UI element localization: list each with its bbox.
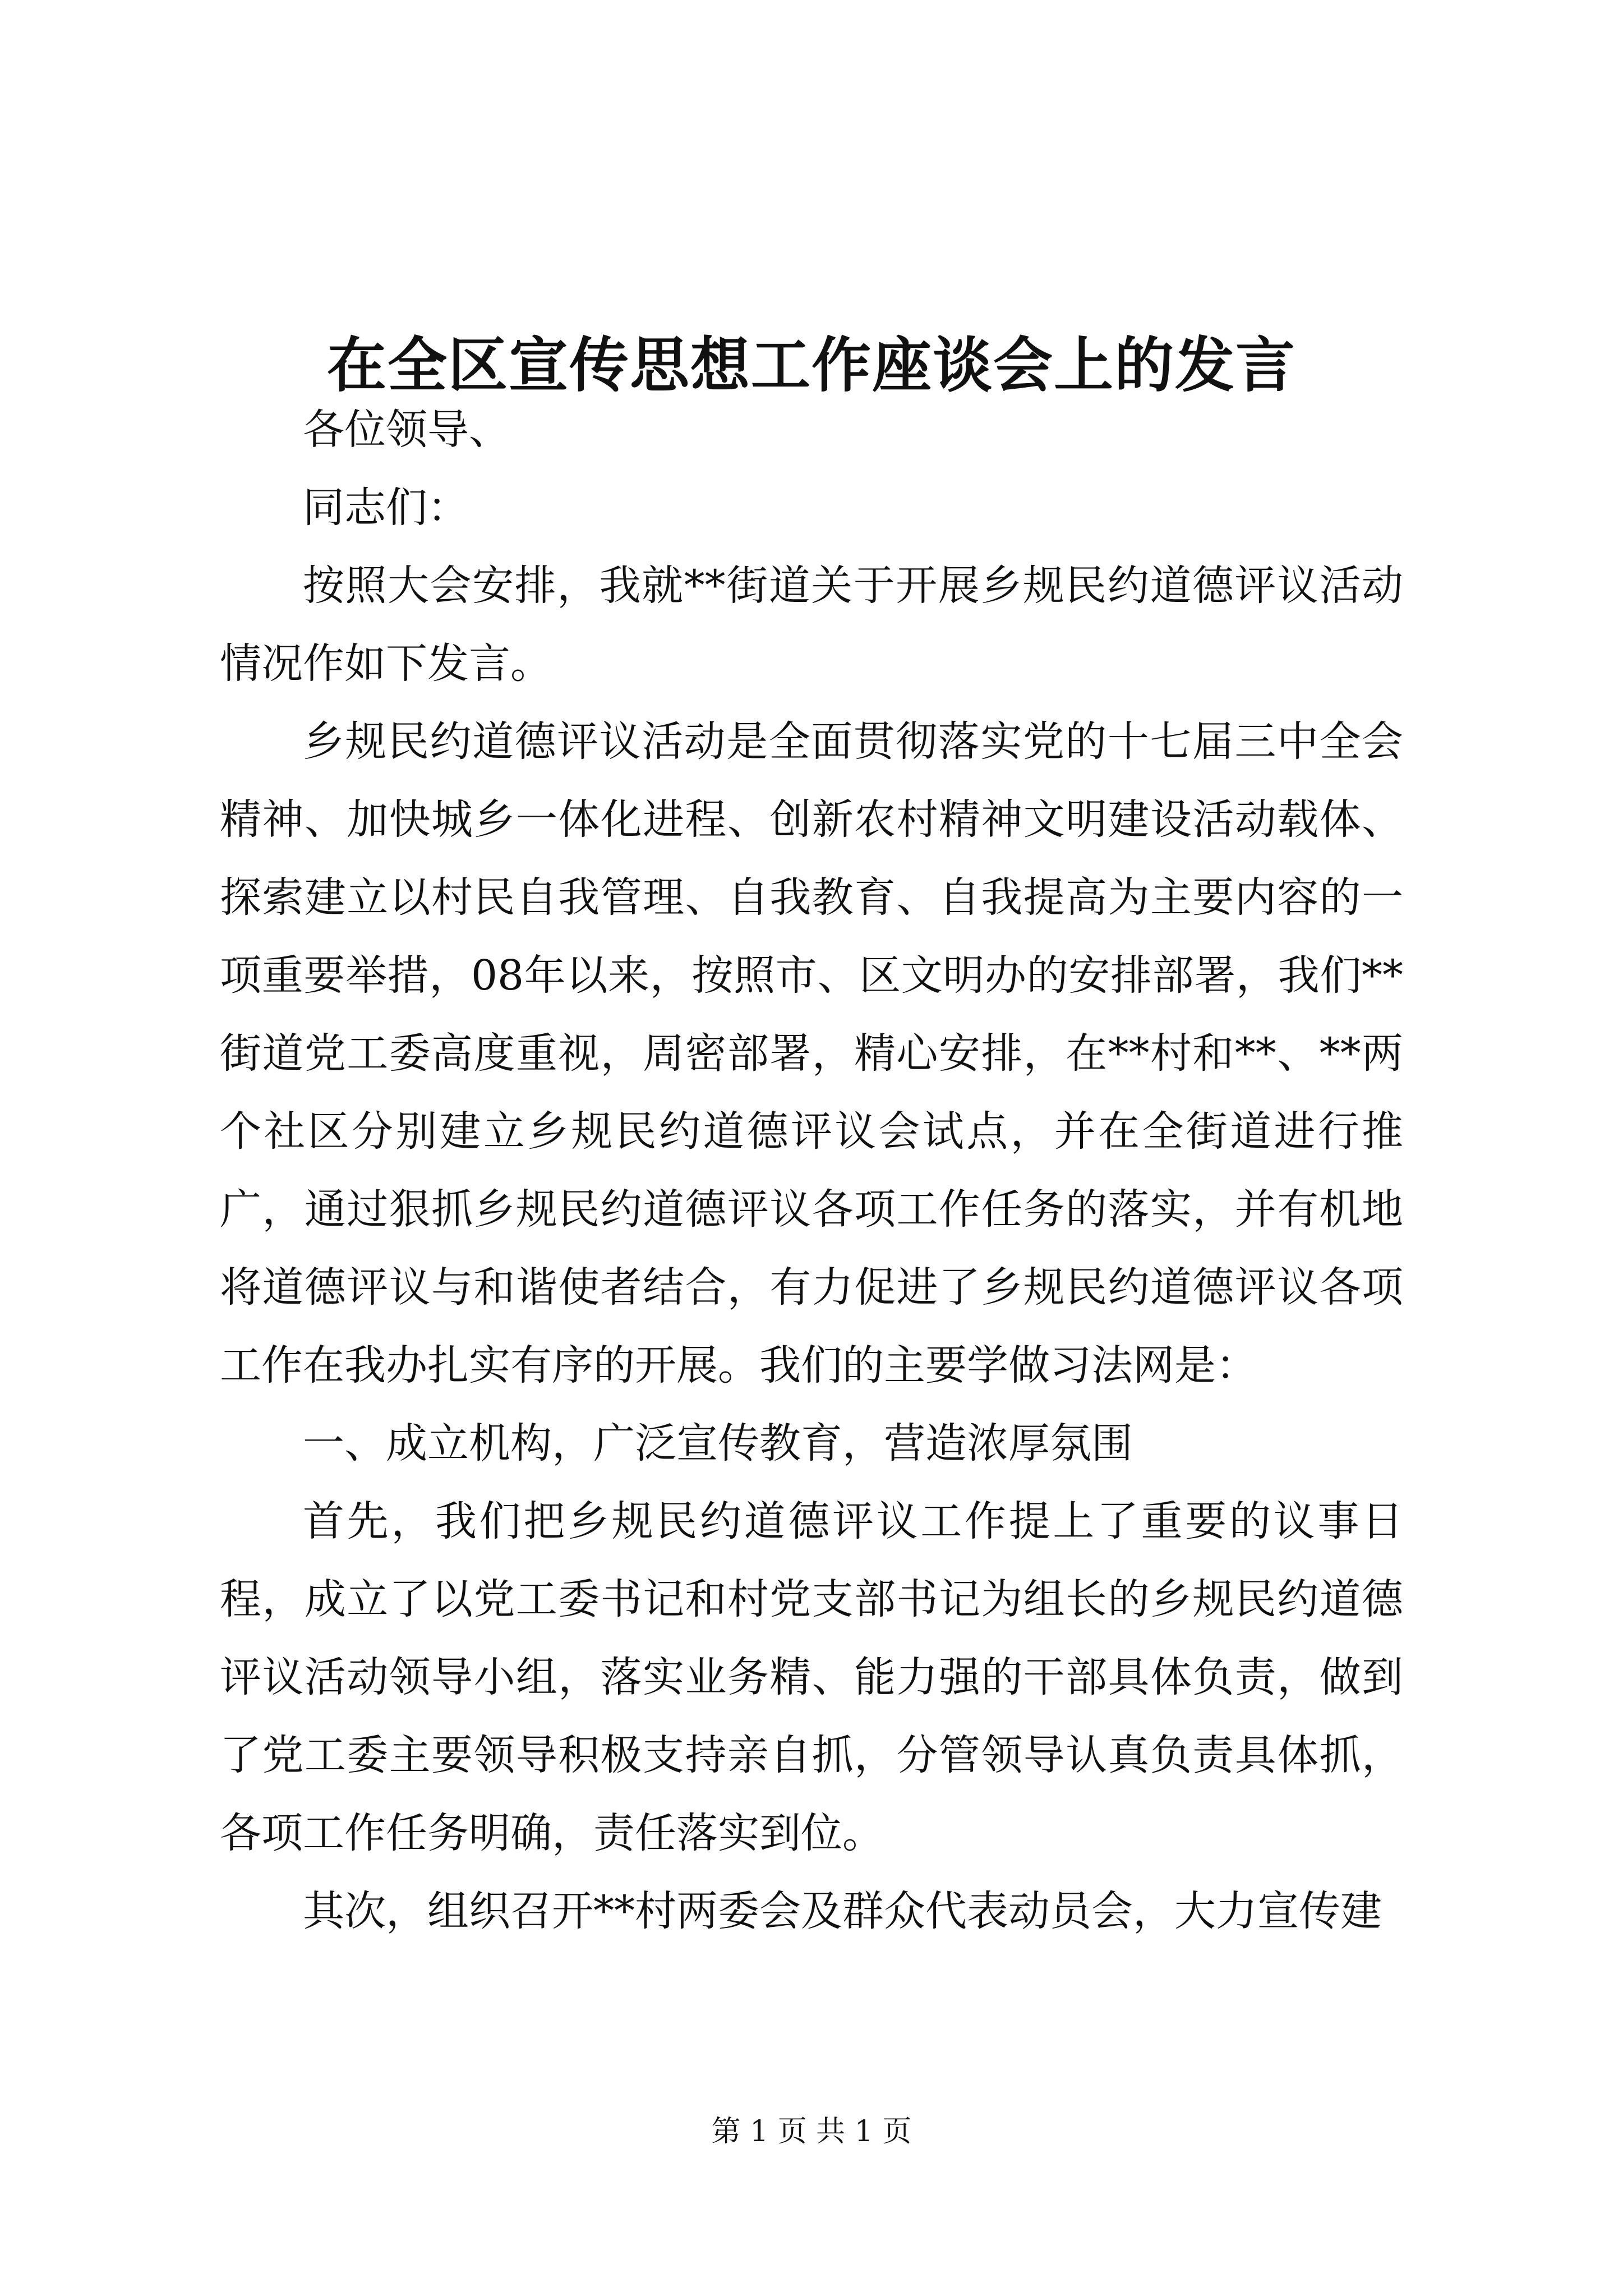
salutation-line-2: 同志们：: [303, 484, 469, 532]
body-paragraph: 乡规民约道德评议活动是全面贯彻落实党的十七届三中全会精神、加快城乡一体化进程、创新农村精神文明建设活动载体、探索建立以村民自我管理、自我教育、自我提高为主要内容的一项重要举措，08年以来，按照市、区文明办的安排部署，我们**街道党工委高度重视，周密部署，精心安排，在**村和**、**两个社区分别建立乡规民约道德评议会试点，并在全街道进行推广，通过狠抓乡规民约道德评议各项工作任务的落实，并有机地将道德评议与和谐使者结合，有力促进了乡规民约道德评议各项工作在我办扎实有序的开展。我们的主要学做习法网是：: [220, 717, 1403, 1389]
body-paragraph: 按照大会安排，我就**街道关于开展乡规民约道德评议活动情况作如下发言。: [220, 562, 1403, 688]
body-paragraph: 其次，组织召开**村两委会及群众代表动员会，大力宣传建: [303, 1887, 1382, 1935]
section-heading: 一、成立机构，广泛宣传教育，营造浓厚氛围: [303, 1419, 1133, 1467]
body-paragraph: 首先，我们把乡规民约道德评议工作提上了重要的议事日程，成立了以党工委书记和村党支部书记为组长的乡规民约道德评议活动领导小组，落实业务精、能力强的干部具体负责，做到了党工委主要领导积极支持亲自抓，分管领导认真负责具体抓，各项工作任务明确，责任落实到位。: [220, 1497, 1403, 1857]
salutation-line-1: 各位领导、: [303, 406, 510, 454]
page-footer: 第 1 页 共 1 页: [711, 2115, 912, 2148]
document-body: [220, 391, 1403, 1950]
document-title: 在全区宣传思想工作座谈会上的发言: [327, 330, 1296, 401]
